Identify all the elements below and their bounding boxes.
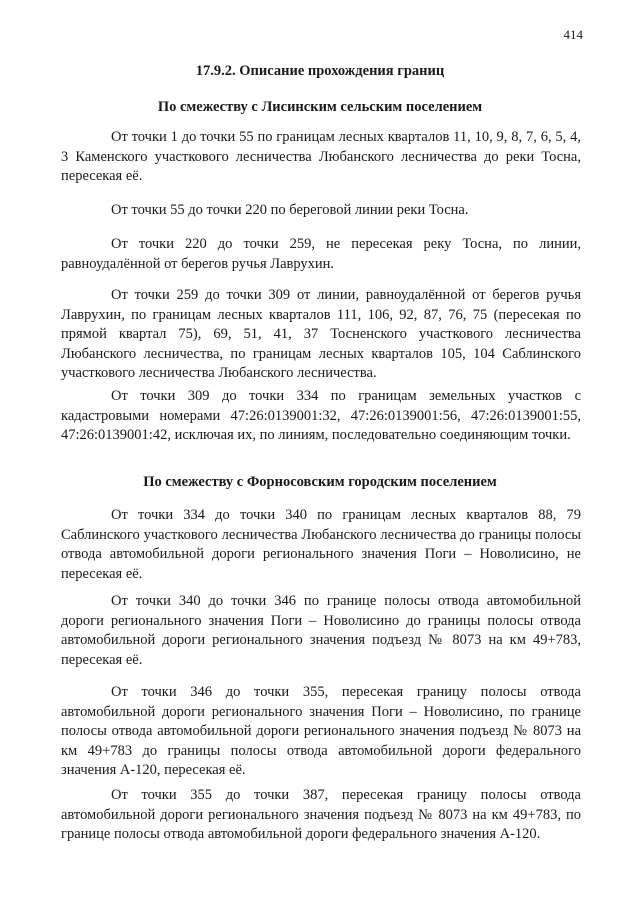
paragraph: От точки 1 до точки 55 по границам лесных кварталов 11, 10, 9, 8, 7, 6, 5, 4, 3 Каменского участкового лесничества Любанского лесничества до реки Тосна, пересекая её. (61, 129, 581, 185)
paragraph: От точки 355 до точки 387, пересекая границу полосы отвода автомобильной дороги регионального значения подъезд № 8073 на км 49+783, по границе полосы отвода автомобильной дороги федерального значения А-120. (61, 787, 581, 843)
paragraph: От точки 220 до точки 259, не пересекая реку Тосна, по линии, равноудалённой от берегов ручья Лаврухин. (61, 236, 581, 272)
paragraph: От точки 259 до точки 309 от линии, равноудалённой от берегов ручья Лаврухин, по границам лесных кварталов 111, 106, 92, 87, 76, 75 (пересекая по прямой квартал 75), 69, 51, 41, 37 Тосненского участкового лесничества Любанского лесничества, по границам лесных кварталов 105, 104 Саблинского участкового лесничества Любанского лесничества. (61, 287, 581, 382)
paragraph: От точки 55 до точки 220 по береговой линии реки Тосна. (111, 202, 469, 218)
paragraph: От точки 346 до точки 355, пересекая границу полосы отвода автомобильной дороги регионального значения Поги – Новолисино, по границе полосы отвода автомобильной дороги регионального значения подъезд № 8073 на км 49+783 до границы полосы отвода автомобильной дороги федерального значения А-120, пересекая её. (61, 684, 581, 779)
paragraph: От точки 340 до точки 346 по границе полосы отвода автомобильной дороги регионального значения Поги – Новолисино до границы полосы отвода автомобильной дороги регионального значения подъезд № 8073 на км 49+783, пересекая её. (61, 593, 581, 668)
section-title: 17.9.2. Описание прохождения границ (195, 63, 445, 79)
subheading-lisinskoe: По смежеству с Лисинским сельским поселением (157, 99, 483, 115)
paragraph: От точки 309 до точки 334 по границам земельных участков с кадастровыми номерами 47:26:0139001:32, 47:26:0139001:56, 47:26:0139001:55, 47:26:0139001:42, исключая их, по линиям, последовательно соединяющим точки. (61, 388, 581, 444)
paragraph: От точки 334 до точки 340 по границам лесных кварталов 88, 79 Саблинского участкового лесничества Любанского лесничества до границы полосы отвода автомобильной дороги регионального значения Поги – Новолисино, не пересекая её. (61, 507, 581, 582)
page-number: 414 (563, 27, 583, 42)
subheading-fornosovskoe: По смежеству с Форносовским городским поселением (143, 474, 497, 490)
